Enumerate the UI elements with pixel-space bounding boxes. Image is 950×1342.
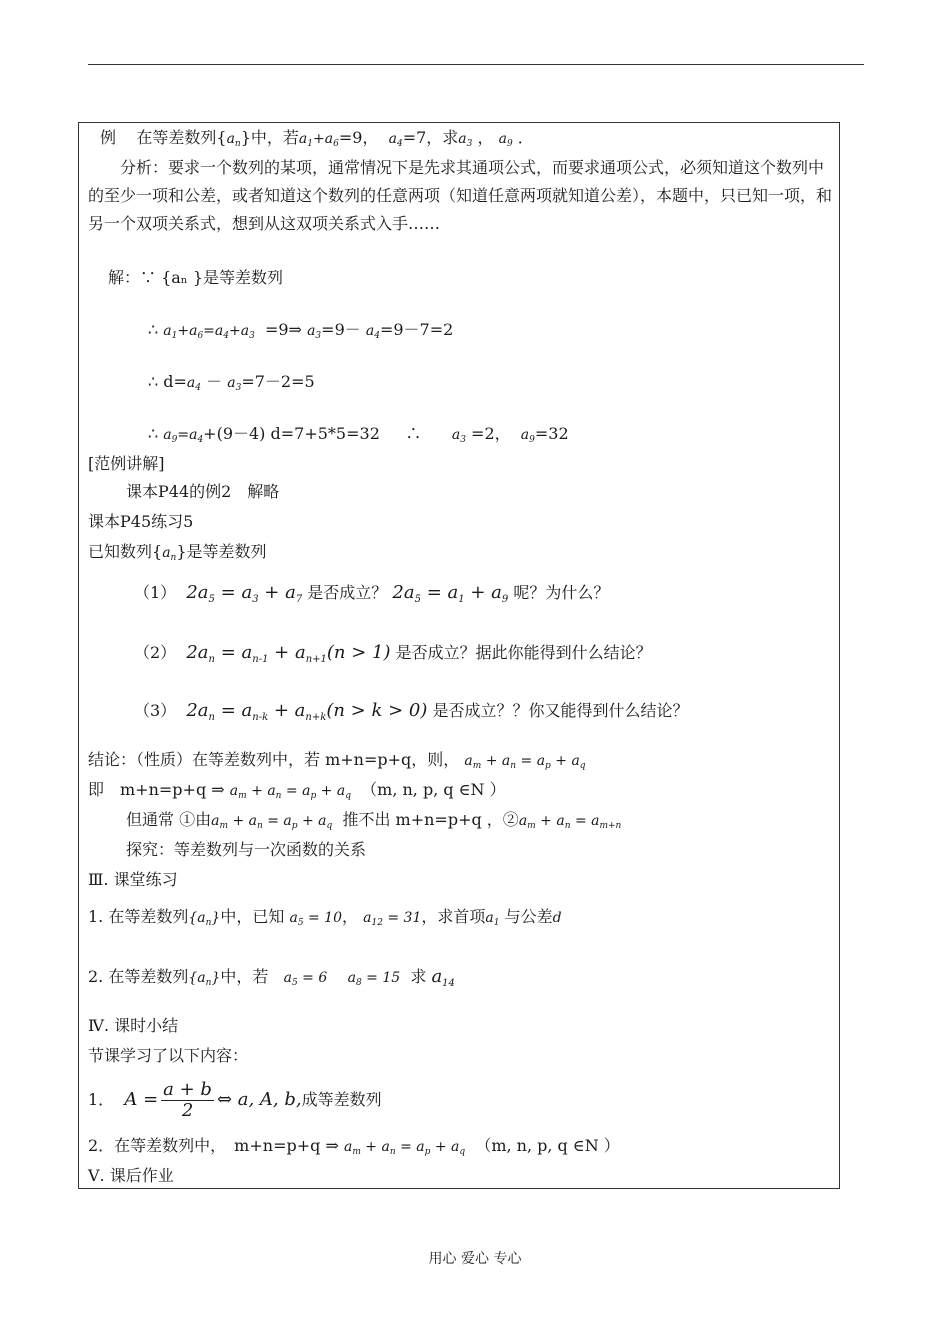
question-1: （1） $2a_5 = a_3 + a_7$ 是否成立？ $2a_5 = a_1 + a_9$ 呢？为什么？ xyxy=(134,582,610,605)
step2-mid: － xyxy=(206,372,223,391)
sum1-label: 1． xyxy=(88,1090,115,1109)
ex2-head: 2. 在等差数列 xyxy=(88,967,189,986)
summary-intro: 节课学习了以下内容： xyxy=(88,1046,249,1065)
but-mid: 推不出 m+n=p+q ，② xyxy=(342,810,519,829)
textbook-example: 课本P44的例2 解略 xyxy=(126,482,280,501)
step3-mid: +(9－4) d=7+5*5=32 xyxy=(203,424,380,443)
step1-tail: =9⇒ xyxy=(264,320,302,339)
step3-therefore: ∴ xyxy=(405,424,422,443)
section-4-heading: Ⅳ. 课时小结 xyxy=(88,1016,179,1035)
ex1-mid: 中，已知 xyxy=(220,907,285,926)
analysis-paragraph: 分析：要求一个数列的某项，通常情况下是先求其通项公式，而要求通项公式，必须知道这个数列中的至少一项和公差，或者知道这个数列的任意两项（知道任意两项就知道公差），本题中，只已知一项，和另一个双项关系式，想到从这双项关系式入手…… xyxy=(88,158,833,233)
sum1-tail: 成等差数列 xyxy=(301,1090,382,1109)
ex2-mid: 中，若 xyxy=(220,967,269,986)
page-footer: 用心 爱心 专心 xyxy=(428,1251,522,1267)
known-sequence: 已知数列$\{a_n\}$是等差数列 xyxy=(88,542,267,563)
example-text2: 中，若 xyxy=(250,128,299,147)
conclusion-line-2: 即 m+n=p+q ⇒ $a_m + a_n = a_p + a_q$ （m, n, p, q ∈N ） xyxy=(88,780,506,801)
section-3-heading: Ⅲ. 课堂练习 xyxy=(88,870,178,889)
q1-label: （1） xyxy=(134,583,177,602)
but-line: 但通常 ①由$a_m + a_n = a_p + a_q$ 推不出 m+n=p+q ，$②a_m + a_n = a_{m+n}$ xyxy=(126,810,622,831)
conclusion-line: 结论：（性质）在等差数列中，若 m+n=p+q，则， $a_m + a_n = a_p + a_q$ xyxy=(88,750,586,771)
end: ． xyxy=(517,128,534,147)
known-tail: }是等差数列 xyxy=(176,542,267,561)
header-rule xyxy=(88,64,864,65)
ex2-tail: 求 xyxy=(410,967,427,986)
step2-end: =7－2=5 xyxy=(241,372,315,391)
example-label: 例 xyxy=(100,128,117,147)
example-given: =9， xyxy=(338,128,379,147)
q2-text: 是否成立？据此你能得到什么结论？ xyxy=(395,643,652,662)
example-given2: =7，求 xyxy=(402,128,459,147)
step2-head: ∴ d= xyxy=(148,372,187,391)
textbook-exercise: 课本P45练习5 xyxy=(88,512,194,531)
solution-step2: ∴ $d=a_4 - a_3=7-2=5$ xyxy=(148,372,315,393)
conclusion-text: 结论：（性质）在等差数列中，若 m+n=p+q，则， xyxy=(88,750,460,769)
step3-a3: =2， xyxy=(471,424,511,443)
q1-text: 是否成立？ xyxy=(307,583,388,602)
q2-label: （2） xyxy=(134,643,177,662)
exercise-2: 2. 在等差数列$\{a_n\}$中，若 $a_5 = 6$ $a_8 = 15$ 求 $a_{14}$ xyxy=(88,966,455,989)
ex1-head: 1. 在等差数列 xyxy=(88,907,189,926)
step1-end: =9－7=2 xyxy=(379,320,454,339)
summary-2: 2．在等差数列中， m+n=p+q ⇒ $a_m + a_n = a_p + a_q$ （m, n, p, q ∈N ） xyxy=(88,1136,620,1157)
solution-step3: ∴ $a_9=a_4+(9-4)$ d=7+5*5=32 ∴ $a_3 =2$， $a_9=32$ xyxy=(148,424,569,445)
exercise-1: 1. 在等差数列$\{a_n\}$中，已知 $a_5 = 10$， $a_{12} = 31$，求首项$a_1$ 与公差d xyxy=(88,907,562,928)
section-example-heading: [范例讲解] xyxy=(88,454,165,473)
ex1-sep: ， xyxy=(342,907,359,926)
question-3: （3） $2a_n = a_{n-k} + a_{n+k}(n > k > 0)$ 是否成立？？你又能得到什么结论？ xyxy=(134,700,689,723)
conclusion2-head: 即 m+n=p+q ⇒ xyxy=(88,780,225,799)
section-5-heading: Ⅴ. 课后作业 xyxy=(88,1166,174,1185)
sum2-tail: （m, n, p, q ∈N ） xyxy=(475,1136,620,1155)
example-line: 例 在等差数列$\{a_n\}$中，若$a_1+a_6=9$， $a_4=7$，求$a_3$ ， $a_9$ ． xyxy=(100,128,534,149)
sum2-head: 2．在等差数列中， m+n=p+q ⇒ xyxy=(88,1136,339,1155)
but-head: 但通常 ①由 xyxy=(126,810,212,829)
known-head: 已知数列{ xyxy=(88,542,163,561)
explore-line: 探究：等差数列与一次函数的关系 xyxy=(126,840,367,859)
fraction: $\frac{a + b}{2}$ xyxy=(163,1079,212,1121)
ex1-tail2: 与公差 xyxy=(504,907,553,926)
summary-1: 1． A = $\frac{a + b}{2}$ ⇔ a, A, b,成等差数列 xyxy=(88,1079,382,1121)
q1-tail: 呢？为什么？ xyxy=(513,583,610,602)
ex1-tail: ，求首项 xyxy=(421,907,486,926)
example-text: 在等差数列 xyxy=(136,128,217,147)
question-2: （2） $2a_n = a_{n-1} + a_{n+1}(n > 1)$ 是否成立？据此你能得到什么结论？ xyxy=(134,642,652,665)
conclusion2-tail: （m, n, p, q ∈N ） xyxy=(361,780,506,799)
step3-a9: =32 xyxy=(534,424,569,443)
solution-step1: ∴ $a_1+a_6=a_4+a_3$ =9⇒ $a_3=9- a_4=9-7=2$ xyxy=(148,320,454,341)
q3-label: （3） xyxy=(134,701,177,720)
step1-calc: =9－ xyxy=(321,320,361,339)
q3-text: 是否成立？？你又能得到什么结论？ xyxy=(432,701,689,720)
solution-intro: 解：∵ {aₙ }是等差数列 xyxy=(108,268,283,287)
sep: ， xyxy=(477,128,494,147)
